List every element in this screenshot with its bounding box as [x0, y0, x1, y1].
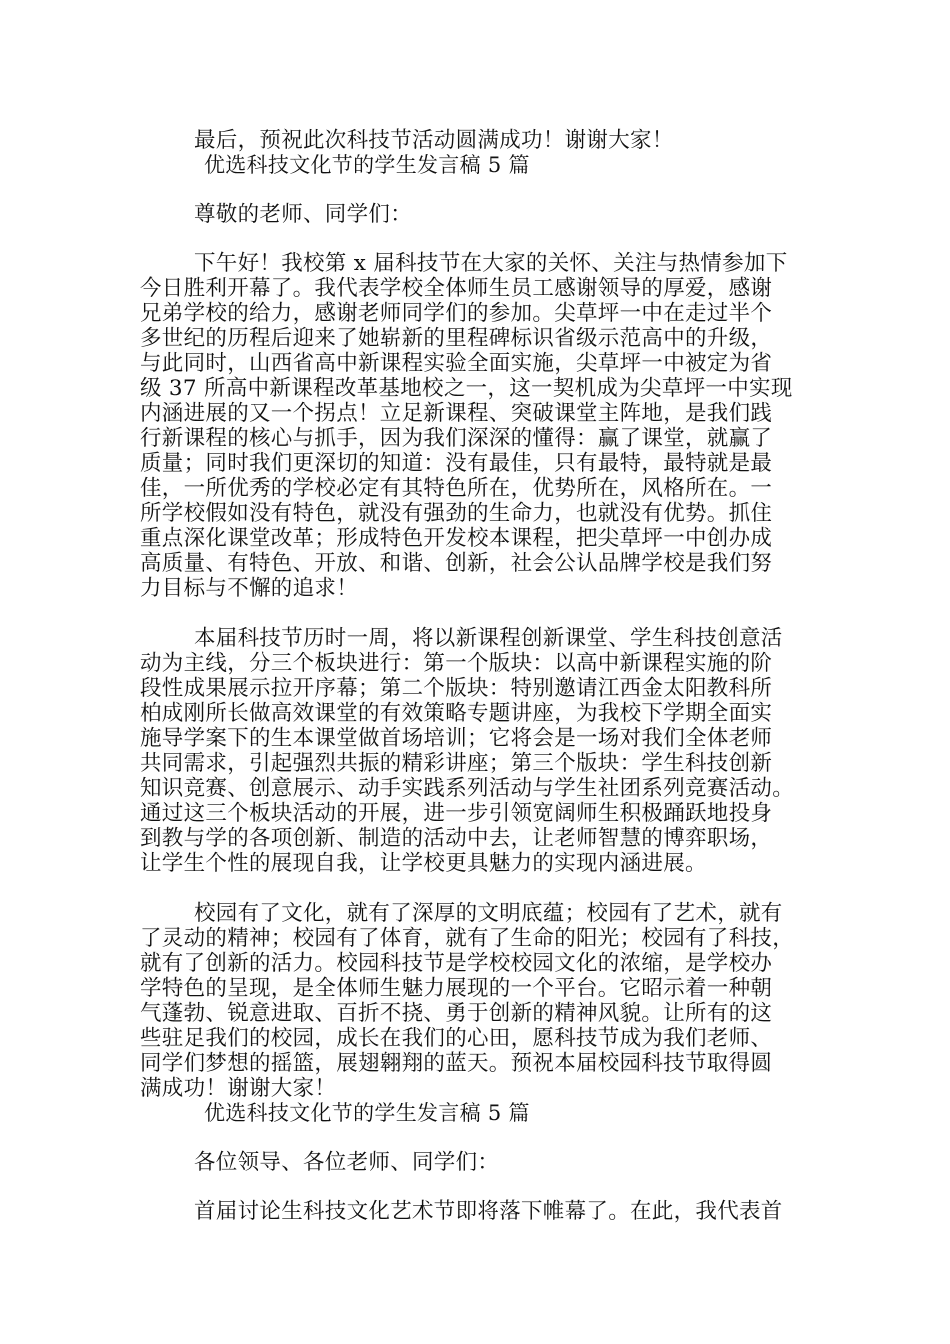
- paragraph-line: 气蓬勃、锐意进取、百折不挠、勇于创新的精神风貌。让所有的这: [140, 1001, 773, 1026]
- paragraph-line: 首届讨论生科技文化艺术节即将落下帷幕了。在此，我代表首: [194, 1199, 783, 1224]
- paragraph-line: 所学校假如没有特色，就没有强劲的生命力，也就没有优势。抓住: [140, 501, 773, 526]
- paragraph-line: 校园有了文化，就有了深厚的文明底蕴；校园有了艺术，就有: [194, 901, 783, 926]
- paragraph-line: 行新课程的核心与抓手，因为我们深深的懂得：赢了课堂，就赢了: [140, 426, 773, 451]
- paragraph-line: 施导学案下的生本课堂做首场培训；它将会是一场对我们全体老师: [140, 726, 773, 751]
- section-heading: 优选科技文化节的学生发言稿 5 篇: [204, 1101, 530, 1125]
- paragraph-line: 共同需求，引起强烈共振的精彩讲座；第三个版块：学生科技创新: [140, 751, 773, 776]
- paragraph-line: 兄弟学校的给力，感谢老师同学们的参加。尖草坪一中在走过半个: [140, 301, 773, 326]
- paragraph-line: 柏成刚所长做高效课堂的有效策略专题讲座，为我校下学期全面实: [140, 701, 773, 726]
- section-heading: 优选科技文化节的学生发言稿 5 篇: [204, 153, 530, 177]
- paragraph-line: 了灵动的精神；校园有了体育，就有了生命的阳光；校园有了科技，: [140, 926, 795, 951]
- paragraph-line: 同学们梦想的摇篮，展翅翱翔的蓝天。预祝本届校园科技节取得圆: [140, 1051, 773, 1076]
- paragraph-line: 下午好！我校第 x 届科技节在大家的关怀、关注与热情参加下: [194, 251, 788, 276]
- salutation: 尊敬的老师、同学们：: [194, 202, 413, 227]
- paragraph-line: 力目标与不懈的追求！: [140, 576, 359, 601]
- paragraph-line: 些驻足我们的校园，成长在我们的心田，愿科技节成为我们老师、: [140, 1026, 773, 1051]
- paragraph-line: 让学生个性的展现自我，让学校更具魅力的实现内涵进展。: [140, 851, 707, 876]
- paragraph-line: 与此同时，山西省高中新课程实验全面实施，尖草坪一中被定为省: [140, 351, 773, 376]
- paragraph-line: 段性成果展示拉开序幕；第二个版块：特别邀请江西金太阳教科所: [140, 676, 773, 701]
- paragraph-line: 就有了创新的活力。校园科技节是学校校园文化的浓缩，是学校办: [140, 951, 773, 976]
- paragraph-line: 多世纪的历程后迎来了她崭新的里程碑标识省级示范高中的升级，: [140, 326, 773, 351]
- paragraph-line: 知识竞赛、创意展示、动手实践系列活动与学生社团系列竞赛活动。: [140, 776, 795, 801]
- closing-line: 最后，预祝此次科技节活动圆满成功！谢谢大家！: [194, 128, 674, 153]
- paragraph-line: 内涵进展的又一个拐点！立足新课程、突破课堂主阵地，是我们践: [140, 401, 773, 426]
- paragraph-line: 今日胜利开幕了。我代表学校全体师生员工感谢领导的厚爱，感谢: [140, 276, 773, 301]
- salutation: 各位领导、各位老师、同学们：: [194, 1150, 500, 1175]
- paragraph-line: 通过这三个板块活动的开展，进一步引领宽阔师生积极踊跃地投身: [140, 801, 773, 826]
- paragraph-line: 动为主线，分三个板块进行：第一个版块：以高中新课程实施的阶: [140, 651, 773, 676]
- paragraph-line: 质量；同时我们更深切的知道：没有最佳，只有最特，最特就是最: [140, 451, 773, 476]
- paragraph-line: 重点深化课堂改革；形成特色开发校本课程，把尖草坪一中创办成: [140, 526, 773, 551]
- paragraph-line: 高质量、有特色、开放、和谐、创新，社会公认品牌学校是我们努: [140, 551, 773, 576]
- paragraph-line: 本届科技节历时一周，将以新课程创新课堂、学生科技创意活: [194, 626, 783, 651]
- paragraph-line: 到教与学的各项创新、制造的活动中去，让老师智慧的博弈职场，: [140, 826, 773, 851]
- paragraph-line: 学特色的呈现，是全体师生魅力展现的一个平台。它昭示着一种朝: [140, 976, 773, 1001]
- paragraph-line: 级 37 所高中新课程改革基地校之一，这一契机成为尖草坪一中实现: [140, 376, 793, 401]
- paragraph-line: 满成功！谢谢大家！: [140, 1076, 337, 1101]
- paragraph-line: 佳，一所优秀的学校必定有其特色所在，优势所在，风格所在。一: [140, 476, 773, 501]
